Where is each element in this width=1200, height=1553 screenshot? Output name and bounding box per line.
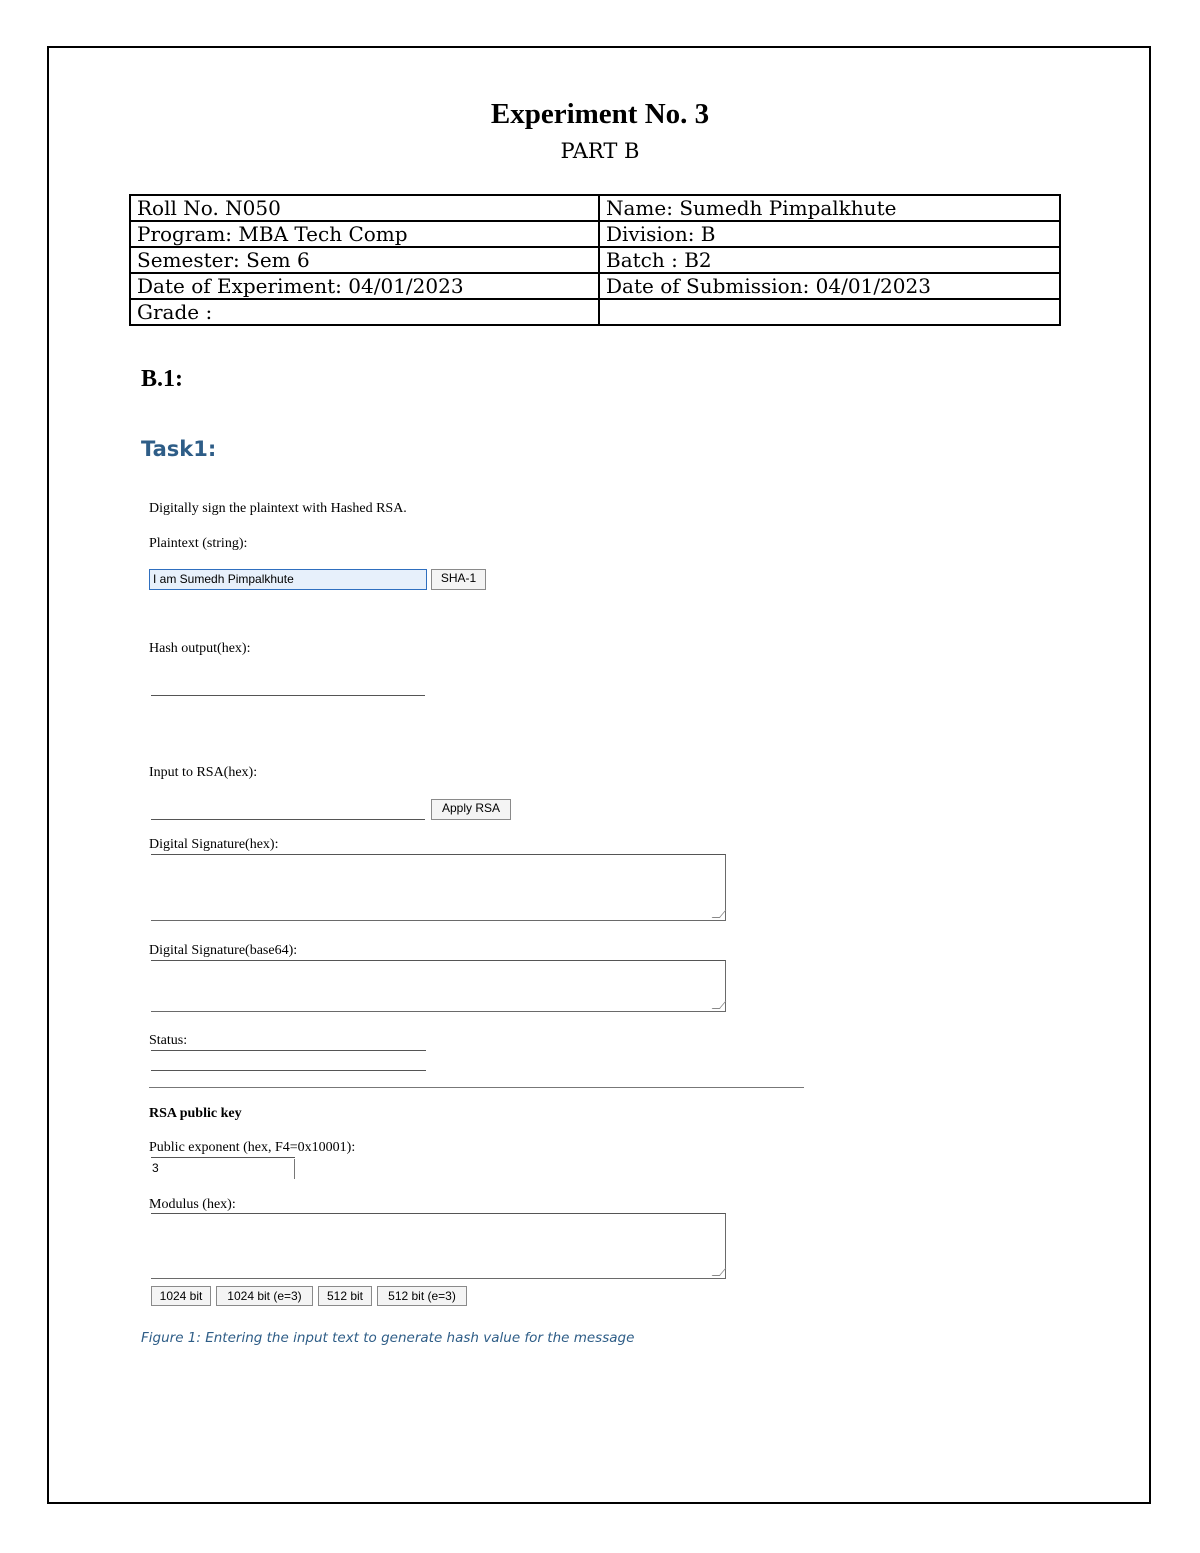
hash-output-label: Hash output(hex): xyxy=(149,641,251,656)
public-key-heading: RSA public key xyxy=(149,1106,242,1121)
page-subtitle: PART B xyxy=(560,139,640,163)
name-cell: Name: Sumedh Pimpalkhute xyxy=(599,195,1060,221)
horizontal-rule xyxy=(149,1087,804,1088)
page-title: Experiment No. 3 xyxy=(490,98,710,130)
plaintext-label: Plaintext (string): xyxy=(149,536,248,551)
modulus-label: Modulus (hex): xyxy=(149,1197,236,1212)
table-row xyxy=(130,195,1060,221)
rsa-input-label: Input to RSA(hex): xyxy=(149,765,258,780)
grade-value-cell xyxy=(599,299,1060,325)
resize-grip-icon[interactable] xyxy=(712,910,727,918)
submission-date-cell: Date of Submission: 04/01/2023 xyxy=(599,273,1060,299)
roll-no-cell: Roll No. N050 xyxy=(130,195,599,221)
intro-text: Digitally sign the plaintext with Hashed RSA. xyxy=(149,501,407,516)
signature-hex-textarea[interactable] xyxy=(151,854,726,921)
table-row xyxy=(130,247,1060,273)
rsa-input-field[interactable] xyxy=(151,819,425,820)
status-label: Status: xyxy=(149,1033,188,1048)
resize-grip-icon[interactable] xyxy=(712,1001,727,1009)
key-512-button[interactable]: 512 bit xyxy=(318,1286,372,1306)
signature-base64-label: Digital Signature(base64): xyxy=(149,943,298,958)
student-info-table xyxy=(129,194,1061,326)
table-row xyxy=(130,299,1060,325)
grade-cell: Grade : xyxy=(130,299,599,325)
program-cell: Program: MBA Tech Comp xyxy=(130,221,599,247)
table-row xyxy=(130,221,1060,247)
key-1024-e3-button[interactable]: 1024 bit (e=3) xyxy=(216,1286,313,1306)
modulus-textarea[interactable] xyxy=(151,1213,726,1279)
task-heading: Task1: xyxy=(141,437,217,461)
batch-cell: Batch : B2 xyxy=(599,247,1060,273)
semester-cell: Semester: Sem 6 xyxy=(130,247,599,273)
experiment-date-cell: Date of Experiment: 04/01/2023 xyxy=(130,273,599,299)
sha1-button[interactable]: SHA-1 xyxy=(431,569,486,590)
key-512-e3-button[interactable]: 512 bit (e=3) xyxy=(377,1286,467,1306)
signature-base64-textarea[interactable] xyxy=(151,960,726,1012)
key-1024-button[interactable]: 1024 bit xyxy=(151,1286,211,1306)
hash-output-field[interactable] xyxy=(151,695,425,696)
signature-hex-label: Digital Signature(hex): xyxy=(149,837,279,852)
exponent-underline xyxy=(151,1157,295,1158)
status-underline xyxy=(151,1050,426,1051)
table-row xyxy=(130,273,1060,299)
apply-rsa-button[interactable]: Apply RSA xyxy=(431,799,511,820)
resize-grip-icon[interactable] xyxy=(712,1268,727,1276)
exponent-label: Public exponent (hex, F4=0x10001): xyxy=(149,1140,356,1155)
plaintext-input[interactable]: I am Sumedh Pimpalkhute xyxy=(149,569,427,590)
section-heading: B.1: xyxy=(141,366,183,392)
exponent-input[interactable]: 3 xyxy=(149,1159,295,1179)
status-field xyxy=(151,1070,426,1071)
division-cell: Division: B xyxy=(599,221,1060,247)
figure-caption: Figure 1: Entering the input text to generate hash value for the message xyxy=(141,1330,635,1346)
